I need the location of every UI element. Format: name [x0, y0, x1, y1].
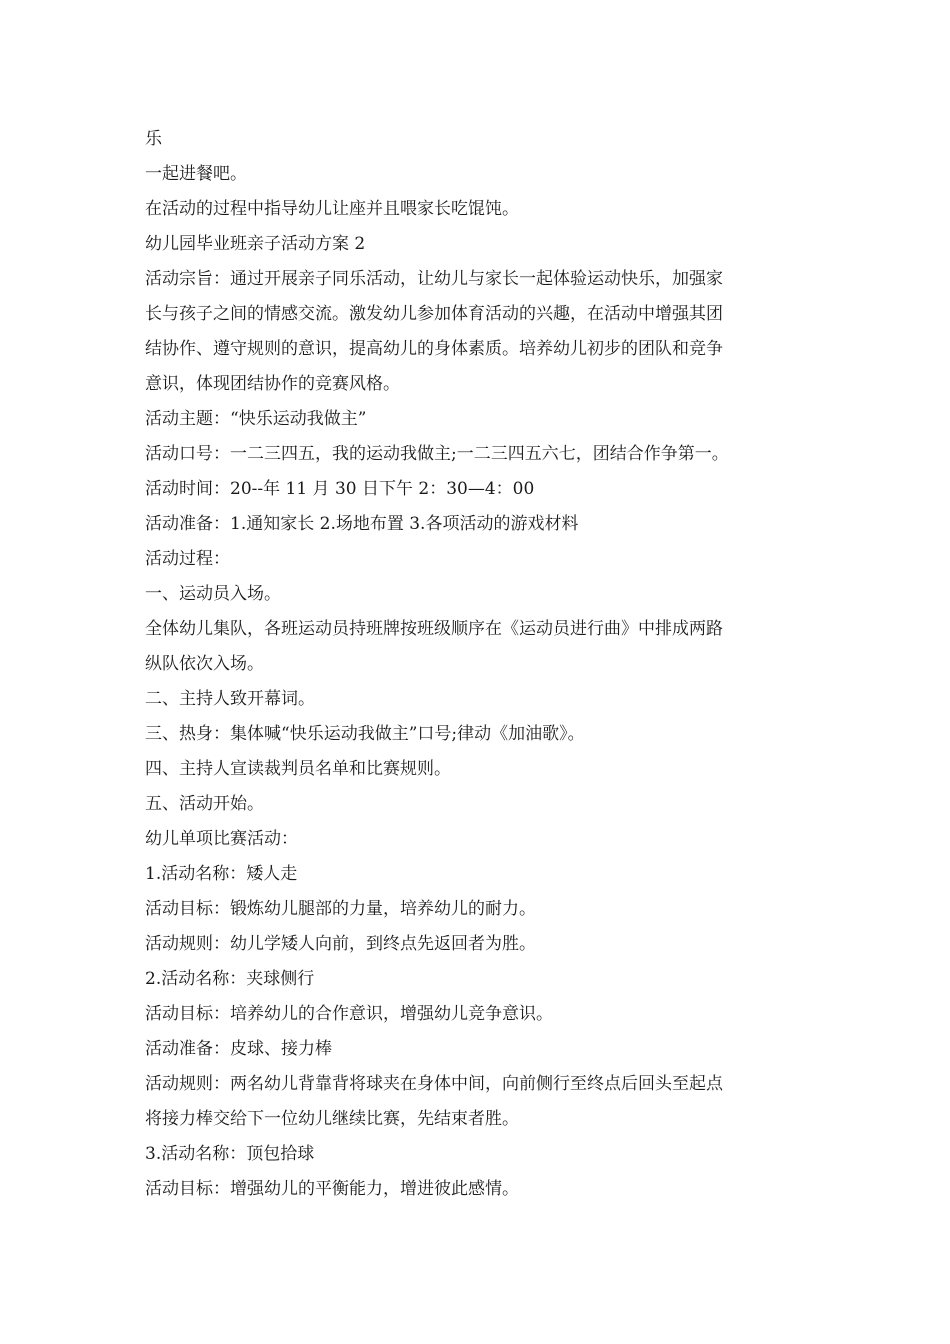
- activity-preparation: 活动准备：皮球、接力棒: [145, 1039, 332, 1059]
- activity-name: 3.活动名称：顶包拾球: [145, 1144, 315, 1164]
- subsection-heading: 幼儿单项比赛活动：: [145, 829, 298, 849]
- activity-goal: 活动目标：培养幼儿的合作意识，增强幼儿竞争意识。: [145, 1004, 553, 1024]
- list-item: 二、主持人致开幕词。: [145, 689, 315, 709]
- paragraph-line: 将接力棒交给下一位幼儿继续比赛，先结束者胜。: [145, 1109, 519, 1129]
- paragraph-line: 纵队依次入场。: [145, 654, 264, 674]
- list-item: 三、热身：集体喊“快乐运动我做主”口号;律动《加油歌》。: [145, 724, 585, 744]
- activity-name: 2.活动名称：夹球侧行: [145, 969, 315, 989]
- activity-rule: 活动规则：幼儿学矮人向前，到终点先返回者为胜。: [145, 934, 536, 954]
- list-item: 五、活动开始。: [145, 794, 264, 814]
- activity-time: 活动时间：20--年 11 月 30 日下午 2：30—4：00: [145, 479, 535, 499]
- text-line: 在活动的过程中指导幼儿让座并且喂家长吃馄饨。: [145, 199, 519, 219]
- document-body: [145, 122, 810, 1207]
- activity-slogan: 活动口号：一二三四五，我的运动我做主;一二三四五六七，团结合作争第一。: [145, 444, 729, 464]
- paragraph-line: 全体幼儿集队，各班运动员持班牌按班级顺序在《运动员进行曲》中排成两路: [145, 619, 723, 639]
- list-item: 四、主持人宣读裁判员名单和比赛规则。: [145, 759, 451, 779]
- activity-goal: 活动目标：锻炼幼儿腿部的力量，培养幼儿的耐力。: [145, 899, 536, 919]
- activity-name: 1.活动名称：矮人走: [145, 864, 298, 884]
- activity-rule: 活动规则：两名幼儿背靠背将球夹在身体中间，向前侧行至终点后回头至起点: [145, 1074, 723, 1094]
- activity-preparation: 活动准备：1.通知家长 2.场地布置 3.各项活动的游戏材料: [145, 514, 579, 534]
- activity-process-heading: 活动过程：: [145, 549, 230, 569]
- section-heading: 幼儿园毕业班亲子活动方案 2: [145, 234, 366, 254]
- paragraph-line: 活动宗旨：通过开展亲子同乐活动，让幼儿与家长一起体验运动快乐，加强家: [145, 269, 723, 289]
- paragraph-line: 长与孩子之间的情感交流。激发幼儿参加体育活动的兴趣，在活动中增强其团: [145, 304, 723, 324]
- paragraph-line: 意识，体现团结协作的竞赛风格。: [145, 374, 400, 394]
- activity-goal: 活动目标：增强幼儿的平衡能力，增进彼此感情。: [145, 1179, 519, 1199]
- list-item: 一、运动员入场。: [145, 584, 281, 604]
- text-line: 一起进餐吧。: [145, 164, 247, 184]
- text-line-continuation: 乐: [145, 129, 162, 149]
- activity-theme: 活动主题：“快乐运动我做主”: [145, 409, 367, 429]
- paragraph-line: 结协作、遵守规则的意识，提高幼儿的身体素质。培养幼儿初步的团队和竞争: [145, 339, 723, 359]
